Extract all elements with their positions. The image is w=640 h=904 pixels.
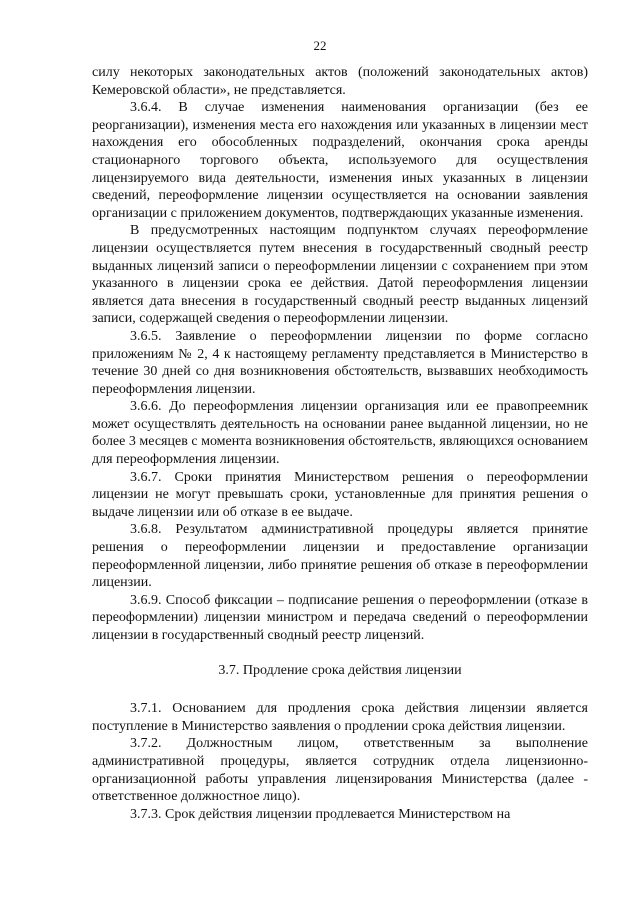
paragraph: 3.6.8. Результатом административной процедуры является принятие решения о переоформлении лицензии и предоставление организации переоформленной лицензии, либо принятие решения об отказе в переоформлении лицензии. [92,522,588,591]
paragraph: 3.7.3. Срок действия лицензии продлевается Министерством на [130,806,511,822]
paragraph: 3.6.7. Сроки принятия Министерством решения о переоформлении лицензии не могут превышать сроки, установленные для принятия решения о выдаче лицензии или об отказе в ее выдаче. [92,469,588,520]
document-body [92,64,588,823]
paragraph: 3.7.1. Основанием для продления срока действия лицензии является поступление в Министерство заявления о продлении срока действия лицензии. [92,701,588,734]
paragraph: 3.6.9. Способ фиксации – подписание решения о переоформлении (отказе в переоформлении) лицензии министром и передача сведений о переоформлении лицензии в государственный сводный реестр лицензий. [92,592,588,643]
paragraph: 3.7.2. Должностным лицом, ответственным за выполнение административной процедуры, является сотрудник отдела лицензионно-организационной работы управления лицензирования Министерства (далее - ответственное должностное лицо). [92,736,588,805]
paragraph: 3.6.4. В случае изменения наименования организации (без ее реорганизации), изменения места его нахождения или указанных в лицензии мест нахождения его обособленных подразделений, окончания срока аренды стационарного торгового объекта, используемого для осуществления лицензируемого вида деятельности, изменения иных указанных в лицензии сведений, переоформление лицензии осуществляется на основании заявления организации с приложением документов, подтверждающих указанные изменения. [92,100,588,221]
paragraph: В предусмотренных настоящим подпунктом случаях переоформление лицензии осуществляется путем внесения в государственный сводный реестр выданных лицензий записи о переоформлении лицензии с сохранением при этом указанного в лицензии срока ее действия. Датой переоформления лицензии является дата внесения в государственный сводный реестр выданных лицензий записи, содержащей сведения о переоформлении лицензии. [92,223,588,327]
page-number: 22 [313,38,327,53]
section-heading: 3.7. Продление срока действия лицензии [218,662,462,678]
paragraph: силу некоторых законодательных актов (положений законодательных актов) Кемеровской области», не представляется. [92,65,588,98]
paragraph: 3.6.5. Заявление о переоформлении лицензии по форме согласно приложениям № 2, 4 к настоящему регламенту представляется в Министерство в течение 30 дней со дня возникновения обстоятельств, вызвавших необходимость переоформления лицензии. [92,328,588,397]
paragraph: 3.6.6. До переоформления лицензии организация или ее правопреемник может осуществлять деятельность на основании ранее выданной лицензии, но не более 3 месяцев с момента возникновения обстоятельств, являющихся основанием для переоформления лицензии. [92,399,588,468]
